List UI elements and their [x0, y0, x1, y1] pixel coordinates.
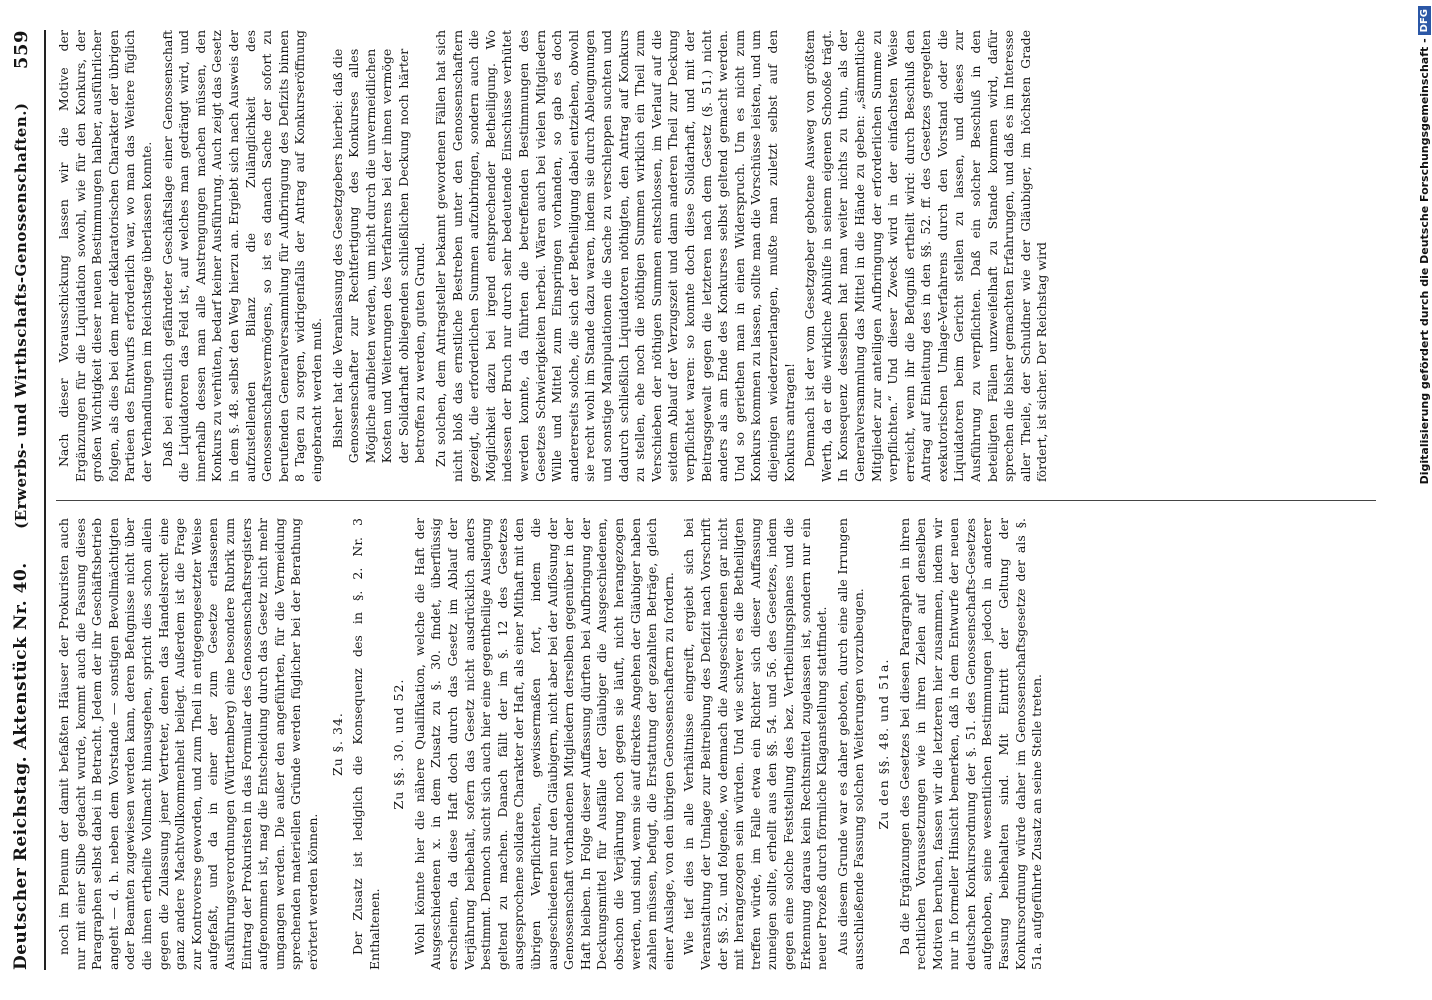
right-column: [56, 30, 1386, 482]
paragraph: Nach dieser Vorausschickung lassen wir die Motive der Ergänzungen für die Liquidation sowohl, wie für den Konkurs, der großen Wichtigkeit dieser neuen Bestimmungen halber, ausführlicher folgen, als dies bei dem mehr deklaratorischen Charakter der übrigen Partieen des Entwurfs erforderlich war, wo man das Weitere füglich der Verhandlungen im Reichstage überlassen konnte.: [56, 30, 154, 482]
paragraph: Demnach ist der vom Gesetzgeber gebotene Ausweg von größtem Werth, da er die wirkliche Abhülfe in seinem eigenen Schooße trägt. In Konsequenz desselben hat man weiter nichts zu thun, als der Generalversammlung das Mittel in die Hände zu geben: „sämmtliche Mitglieder zur anteiligen Aufbringung der erforderlichen Summe zu verpflichten.“ Und dieser Zweck wird in der einfachsten Weise erreicht, wenn ihr die Befugniß ertheilt wird: durch Beschluß den Antrag auf Einleitung des in den §§. 52. ff. des Gesetzes geregelten exekutorischen Umlage-Verfahrens durch den Vorstand oder die Liquidatoren beim Gericht stellen zu lassen, und dieses zur Ausführung zu verpflichten. Daß ein solcher Beschluß in den beteiligten Fällen unzweifelhaft zu Stande kommen wird, dafür sprechen die bisher gemachten Erfahrungen, und daß es im Interesse aller Theile, der Schuldner wie der Gläubiger, im höchsten Grade fördert, ist sicher. Der Reichstag wird: [802, 30, 1050, 482]
header-rule: [44, 30, 46, 970]
paragraph: noch im Plenum der damit befaßten Häuser der Prokuristen auch nur mit einer Silbe gedacht wurde, kommt auch die Fassung dieses Paragraphen selbst dabei in Betracht. Jedem der ihr Geschäftsbetrieb angeht — d. h. neben dem Vorstande — sonstigen Bevollmächtigten oder Beamten zugewiesen werden kann, deren Befugnisse nicht über die ihnen ertheilte Vollmacht hinausgehen, spricht dies schon allein gegen die Zulassung jener Vertreter, denen das Handelsrecht eine ganz andere Machtvollkommenheit beilegt. Außerdem ist die Frage zur Kontroverse geworden, und zum Theil in entgegengesetzter Weise aufgefaßt, und da in einer der zum Gesetze erlassenen Ausführungsverordnungen (Württemberg) eine besondere Rubrik zum Eintrag der Prokuristen in das Formular des Genossenschaftsregisters aufgenommen ist, mag die Entscheidung durch das Gesetz nicht mehr umgangen werden. Die außer den angeführten, für die Vermeidung sprechenden materiellen Gründe werden füglicher bei der Berathung erörtert werden können.: [56, 518, 320, 970]
header-title-left: Deutscher Reichstag. Aktenstück Nr. 40.: [11, 562, 31, 970]
indented-paragraph: Bisher hat die Veranlassung des Gesetzgebers hierbei: daß die Genossenschafter zur Rechtfertigung des Konkurses alles Mögliche aufbieten werden, um nicht durch die unvermeidlichen Kosten und Weiterungen des Verfahrens bei der ihnen vermöge der Solidarhaft obliegenden schließlichen Deckung noch härter betroffen zu werden, guten Grund.: [329, 48, 428, 464]
section-heading: Zu den §§. 48. und 51a.: [875, 658, 891, 830]
section-heading: Zu §§. 30. und 52.: [391, 678, 407, 810]
credit-line: [1417, 6, 1431, 991]
digitization-credit: [1417, 6, 1431, 991]
dfg-logo: DFG: [1418, 6, 1431, 35]
left-column: [56, 518, 1386, 970]
paragraph: Aus diesem Grunde war es daher geboten, durch eine alle Irrungen ausschließende Fassung solchen Weiterungen vorzubeugen.: [834, 518, 867, 970]
paragraph: Daß bei ernstlich gefährdeter Geschäftslage einer Genossenschaft die Liquidatoren das Feld ist, auf welches man gedrängt wird, und innerhalb dessen man alle Anstrengungen machen müssen, den Konkurs zu verhüten, bedarf keiner Ausführung. Auch zeigt das Gesetz in dem §. 48. selbst den Weg hierzu an. Ergiebt sich nach Ausweis der aufzustellenden Bilanz die Zulänglichkeit des Genossenschaftsvermögens, so ist es danach Sache der sofort zu berufenden Generalversammlung für Aufbringung des Defizits binnen 8 Tagen zu sorgen, widrigenfalls der Antrag auf Konkurseröffnung eingebracht werden muß.: [159, 30, 324, 482]
header-title-right: (Erwerbs- und Wirthschafts-Genossenschaften.): [12, 102, 30, 529]
credit-text: Digitalisierung gefördert durch die Deutsche Forschungsgemeinschaft -: [1417, 38, 1431, 485]
section-heading: Zu §. 34.: [329, 712, 345, 776]
running-header: [0, 30, 42, 970]
paragraph: Wohl könnte hier die nähere Qualifikation, welche die Haft der Ausgeschiedenen x. in dem Zusatz zu §. 30. findet, überflüssig erscheinen, da diese Haft doch durch das Gesetz im Ablauf der Verjährung beibehalt, sofern das Gesetz nicht ausdrücklich anders bestimmt. Dennoch sucht sich auch hier eine gegentheilige Auslegung geltend zu machen. Danach fällt der im §. 12 des Gesetzes ausgesprochene solidare Charakter der Haft, als einer Mithaft mit den übrigen Verpflichteten, gewissermaßen fort, indem die ausgeschiedenen nur den Gläubigern, nicht aber bei der Auflösung der Genossenschaft vorhandenen Mitgliedern derselben gegenüber in der Haft bleiben. In Folge dieser Auffassung dürften bei Aufbringung der Deckungsmittel für Ausfälle der Gläubiger die Ausgeschiedenen, obschon die Verjährung noch gegen sie läuft, nicht herangezogen werden, und sind, wenn sie auf direktes Angehen der Gläubiger haben zahlen müssen, befugt, die Erstattung der gezahlten Beträge, gleich einer Auslage, von den übrigen Genossenschaftern zu fordern.: [411, 518, 676, 970]
page-number: 559: [10, 30, 32, 70]
paragraph: Zu solchen, dem Antragsteller bekannt gewordenen Fällen hat sich nicht bloß das ernstliche Bestreben unter den Genossenschaftern gezeigt, die erforderlichen Summen aufzubringen, sondern auch die Möglichkeit dazu bei irgend entsprechender Betheiligung. Wo indessen der Bruch nur durch sehr bedeutende Einschüsse verhütet werden konnte, da führten die betreffenden Bestimmungen des Gesetzes Schwierigkeiten herbei. Wären auch bei vielen Mitgliedern Wille und Mittel zum Einspringen vorhanden, so gab es doch andererseits solche, die sich der Betheiligung dabei entziehen, obwohl sie recht wohl im Stande dazu waren, indem sie durch Ableugnungen und sonstige Manipulationen die Sache zu verschleppen suchten und dadurch schließlich Liquidatoren nöthigten, den Antrag auf Konkurs zu stellen, ehe noch die nöthigen Summen wirklich ein Theil zum Verschieben der nöthigen Summen entschlossen, im Verlauf auf die seitdem Ablauf der Verzugszeit und dann anderen Theil zur Deckung verpflichtet waren: so konnte doch diese Solidarhaft, und mit der Beitragsgewalt gegen die letzteren nach dem Gesetz (§. 51.) nicht anders als am Ende des Konkurses selbst geltend gemacht werden. Und so geriethen man in einen Widerspruch. Um es nicht zum Konkurs kommen zu lassen, sollte man die Vorschüsse leisten, und um diejenigen wiederzuerlangen, mußte man zuletzt selbst auf den Konkurs antragen!: [433, 30, 797, 482]
column-divider: [56, 500, 1376, 501]
paragraph: Wie tief dies in alle Verhältnisse eingreift, ergiebt sich bei Veranstaltung der Umlage zur Beitreibung des Defizit nach Vorschrift der §§. 52. und folgende, wo demnach die Ausgeschiedenen gar nicht mit herangezogen sein würden. Und wie schwer es die Betheiligten treffen würde, im Falle etwa ein Richter sich dieser Auffassung zuneigen sollte, erhellt aus den §§. 54. und 56. des Gesetzes, indem gegen eine solche Feststellung des bez. Vertheilungsplanes und die Erkennung daraus kein Rechtsmittel zugelassen ist, sondern nur ein neuer Prozeß durch förmliche Klaganstellung stattfindet.: [681, 518, 830, 970]
paragraph: Da die Ergänzungen des Gesetzes bei diesen Paragraphen in ihren rechtlichen Voraussetzungen wie in ihren Zielen auf denselben Motiven beruhen, fassen wir die letzteren hier zusammen, indem wir nur in formeller Hinsicht bemerken, daß in dem Entwurfe der neuen deutschen Konkursordnung der §. 51. des Genossenschafts-Gesetzes aufgehoben, seine wesentlichen Bestimmungen jedoch in anderer Fassung beibehalten sind. Mit Eintritt der Geltung der Konkursordnung würde daher im Genossenschaftsgesetze der als §. 51a. aufgeführte Zusatz an seine Stelle treten.: [896, 518, 1045, 970]
paragraph: Der Zusatz ist lediglich die Konsequenz des in §. 2. Nr. 3 Enthaltenen.: [350, 518, 382, 970]
